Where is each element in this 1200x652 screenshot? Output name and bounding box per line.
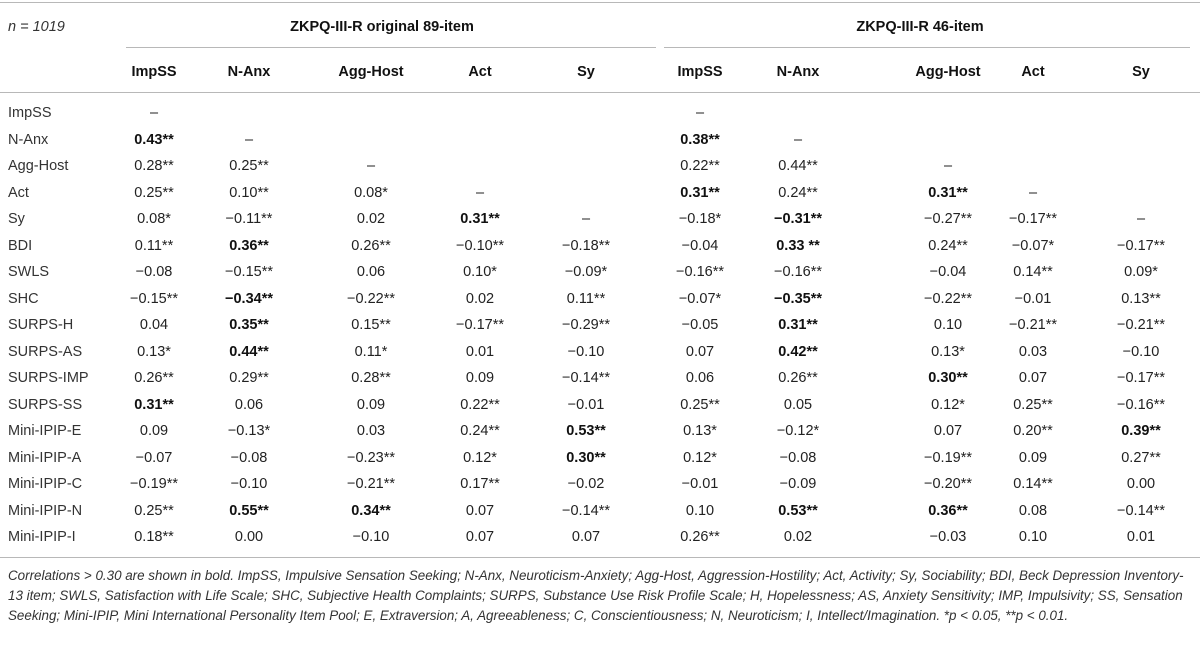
- table-cell: 0.14**: [1013, 476, 1053, 492]
- table-cell: 0.07: [685, 344, 715, 360]
- table-cell: −0.15**: [225, 264, 273, 280]
- table-cell: −0.17**: [456, 317, 504, 333]
- table-cell: –: [149, 105, 159, 121]
- table-cell: 0.09: [356, 397, 386, 413]
- table-cell: 0.10: [1018, 529, 1048, 545]
- table-cell: −0.09: [779, 476, 817, 492]
- table-cell: −0.01: [567, 397, 605, 413]
- column-header-agg-host-short: Agg-Host: [915, 64, 981, 80]
- table-cell: 0.06: [234, 397, 264, 413]
- table-cell: 0.42**: [778, 344, 818, 360]
- table-cell: −0.07: [135, 450, 173, 466]
- table-cell: 0.10**: [229, 185, 269, 201]
- table-cell: 0.25**: [134, 185, 174, 201]
- table-cell: 0.09: [1018, 450, 1048, 466]
- table-cell: 0.00: [1126, 476, 1156, 492]
- table-cell: −0.07*: [1011, 238, 1055, 254]
- table-cell: –: [1028, 185, 1038, 201]
- table-cell: 0.36**: [928, 503, 968, 519]
- table-cell: 0.08*: [137, 211, 171, 227]
- table-cell: −0.18**: [562, 238, 610, 254]
- table-cell: 0.26**: [351, 238, 391, 254]
- table-cell: 0.26**: [680, 529, 720, 545]
- table-cell: −0.14**: [562, 503, 610, 519]
- table-cell: 0.31**: [460, 211, 500, 227]
- table-cell: 0.13*: [683, 423, 717, 439]
- row-label: Mini-IPIP-N: [8, 503, 83, 519]
- table-cell: −0.19**: [130, 476, 178, 492]
- table-cell: 0.24**: [778, 185, 818, 201]
- table-cell: 0.36**: [229, 238, 269, 254]
- row-label: SURPS-SS: [8, 397, 83, 413]
- table-cell: 0.11**: [566, 291, 606, 307]
- group-header-original: ZKPQ-III-R original 89-item: [290, 19, 474, 35]
- table-cell: –: [366, 158, 376, 174]
- column-header-sy-original: Sy: [577, 64, 595, 80]
- table-cell: −0.21**: [1009, 317, 1057, 333]
- table-cell: −0.14**: [1117, 503, 1165, 519]
- table-cell: 0.18**: [134, 529, 174, 545]
- table-cell: −0.05: [681, 317, 719, 333]
- row-label: SURPS-H: [8, 317, 74, 333]
- table-cell: 0.09: [465, 370, 495, 386]
- table-cell: 0.12*: [463, 450, 497, 466]
- column-header-act-original: Act: [468, 64, 492, 80]
- table-cell: 0.07: [465, 503, 495, 519]
- table-cell: −0.12*: [776, 423, 820, 439]
- table-cell: −0.16**: [676, 264, 724, 280]
- table-cell: −0.21**: [347, 476, 395, 492]
- table-cell: 0.01: [465, 344, 495, 360]
- table-cell: 0.02: [356, 211, 386, 227]
- table-cell: 0.26**: [134, 370, 174, 386]
- table-cell: 0.09*: [1124, 264, 1158, 280]
- column-header-sy-short: Sy: [1132, 64, 1150, 80]
- table-cell: 0.25**: [229, 158, 269, 174]
- table-cell: 0.55**: [229, 503, 269, 519]
- table-cell: 0.13**: [1121, 291, 1161, 307]
- table-cell: 0.53**: [566, 423, 606, 439]
- table-cell: −0.08: [135, 264, 173, 280]
- table-cell: 0.35**: [229, 317, 269, 333]
- table-cell: −0.04: [929, 264, 967, 280]
- table-cell: 0.12*: [931, 397, 965, 413]
- table-cell: 0.25**: [134, 503, 174, 519]
- table-cell: 0.22**: [460, 397, 500, 413]
- table-cell: 0.25**: [1013, 397, 1053, 413]
- table-cell: 0.43**: [134, 132, 174, 148]
- table-cell: 0.29**: [229, 370, 269, 386]
- table-cell: −0.18*: [678, 211, 722, 227]
- table-cell: −0.10: [567, 344, 605, 360]
- table-cell: −0.02: [567, 476, 605, 492]
- table-cell: −0.10: [1122, 344, 1160, 360]
- table-cell: −0.23**: [347, 450, 395, 466]
- column-header-act-short: Act: [1021, 64, 1045, 80]
- table-cell: −0.16**: [1117, 397, 1165, 413]
- table-cell: –: [475, 185, 485, 201]
- top-rule: [0, 2, 1200, 3]
- column-header-agg-host-original: Agg-Host: [338, 64, 404, 80]
- table-cell: −0.29**: [562, 317, 610, 333]
- table-cell: 0.17**: [460, 476, 500, 492]
- table-footnote: Correlations > 0.30 are shown in bold. ImpSS, Impulsive Sensation Seeking; N-Anx, Neuroticism-Anxiety; Agg-Host, Aggression-Hostility; Act, Activity; Sy, Sociability; BDI, Beck Depression Inventory-13 item; SWLS, Satisfaction with Life Scale; SHC, Subjective Health Complaints; SURPS, Substance Use Risk Profile Scale; H, Hopelessness; AS, Anxiety Sensitivity; IMP, Impulsivity; SS, Sensation Seeking; Mini-IPIP, Mini International Personality Item Pool; E, Extraversion; A, Agreeableness; C, Conscientiousness; N, Neuroticism; I, Intellect/Imagination. *p < 0.05, **p < 0.01.: [8, 568, 1184, 623]
- table-cell: 0.10: [685, 503, 715, 519]
- table-cell: 0.20**: [1013, 423, 1053, 439]
- group-underline-original: [126, 47, 656, 48]
- table-cell: −0.22**: [347, 291, 395, 307]
- table-cell: 0.34**: [351, 503, 391, 519]
- column-header-impss-original: ImpSS: [131, 64, 177, 80]
- table-cell: 0.28**: [351, 370, 391, 386]
- table-cell: −0.19**: [924, 450, 972, 466]
- table-cell: 0.14**: [1013, 264, 1053, 280]
- table-cell: 0.08: [1018, 503, 1048, 519]
- table-cell: 0.31**: [680, 185, 720, 201]
- table-cell: −0.04: [681, 238, 719, 254]
- table-cell: 0.07: [933, 423, 963, 439]
- table-cell: 0.26**: [778, 370, 818, 386]
- column-header-n-anx-short: N-Anx: [776, 64, 820, 80]
- table-cell: 0.08*: [354, 185, 388, 201]
- table-cell: 0.25**: [680, 397, 720, 413]
- table-cell: 0.24**: [928, 238, 968, 254]
- row-label: Agg-Host: [8, 158, 69, 174]
- table-cell: 0.13*: [137, 344, 171, 360]
- table-cell: 0.39**: [1121, 423, 1161, 439]
- table-cell: 0.06: [685, 370, 715, 386]
- table-cell: 0.11*: [354, 344, 388, 360]
- bottom-rule: [0, 557, 1200, 558]
- row-label: Mini-IPIP-I: [8, 529, 76, 545]
- table-cell: 0.15**: [351, 317, 391, 333]
- group-header-short: ZKPQ-III-R 46-item: [856, 19, 984, 35]
- row-label: BDI: [8, 238, 33, 254]
- table-cell: 0.10*: [463, 264, 497, 280]
- table-cell: 0.27**: [1121, 450, 1161, 466]
- table-cell: −0.08: [779, 450, 817, 466]
- table-cell: 0.06: [356, 264, 386, 280]
- table-cell: −0.31**: [774, 211, 822, 227]
- table-cell: –: [943, 158, 953, 174]
- table-cell: –: [244, 132, 254, 148]
- table-cell: −0.15**: [130, 291, 178, 307]
- table-cell: −0.21**: [1117, 317, 1165, 333]
- table-cell: −0.17**: [1009, 211, 1057, 227]
- table-cell: 0.03: [1018, 344, 1048, 360]
- table-cell: 0.44**: [229, 344, 269, 360]
- table-cell: 0.31**: [134, 397, 174, 413]
- table-cell: –: [1136, 211, 1146, 227]
- column-header-n-anx-original: N-Anx: [227, 64, 271, 80]
- table-cell: −0.13*: [227, 423, 271, 439]
- column-header-impss-short: ImpSS: [677, 64, 723, 80]
- header-rule: [0, 92, 1200, 93]
- table-cell: 0.03: [356, 423, 386, 439]
- table-cell: −0.08: [230, 450, 268, 466]
- table-cell: −0.16**: [774, 264, 822, 280]
- table-cell: 0.30**: [566, 450, 606, 466]
- group-underline-short: [664, 47, 1190, 48]
- table-cell: −0.10: [352, 529, 390, 545]
- table-cell: 0.07: [1018, 370, 1048, 386]
- table-cell: −0.22**: [924, 291, 972, 307]
- row-label: Mini-IPIP-C: [8, 476, 83, 492]
- row-label: N-Anx: [8, 132, 49, 148]
- table-cell: 0.02: [783, 529, 813, 545]
- table-cell: 0.09: [139, 423, 169, 439]
- table-cell: −0.01: [681, 476, 719, 492]
- table-cell: −0.10: [230, 476, 268, 492]
- table-cell: 0.53**: [778, 503, 818, 519]
- table-cell: 0.11**: [134, 238, 174, 254]
- table-cell: 0.38**: [680, 132, 720, 148]
- table-cell: 0.02: [465, 291, 495, 307]
- table-cell: −0.34**: [225, 291, 273, 307]
- row-label: Act: [8, 185, 29, 201]
- row-label: Mini-IPIP-A: [8, 450, 82, 466]
- table-cell: −0.27**: [924, 211, 972, 227]
- table-cell: 0.30**: [928, 370, 968, 386]
- table-cell: 0.24**: [460, 423, 500, 439]
- row-label: SHC: [8, 291, 39, 307]
- row-label: SWLS: [8, 264, 50, 280]
- table-cell: 0.33 **: [776, 238, 820, 254]
- row-label: Sy: [8, 211, 25, 227]
- table-cell: –: [581, 211, 591, 227]
- table-cell: –: [793, 132, 803, 148]
- table-cell: −0.20**: [924, 476, 972, 492]
- row-label: Mini-IPIP-E: [8, 423, 82, 439]
- table-cell: −0.14**: [562, 370, 610, 386]
- table-cell: 0.28**: [134, 158, 174, 174]
- table-cell: −0.11**: [225, 211, 273, 227]
- table-cell: 0.05: [783, 397, 813, 413]
- row-label: SURPS-AS: [8, 344, 83, 360]
- table-cell: 0.04: [139, 317, 169, 333]
- table-cell: −0.17**: [1117, 238, 1165, 254]
- table-cell: 0.07: [571, 529, 601, 545]
- table-cell: −0.09*: [564, 264, 608, 280]
- table-cell: −0.07*: [678, 291, 722, 307]
- table-cell: 0.13*: [931, 344, 965, 360]
- table-cell: −0.17**: [1117, 370, 1165, 386]
- table-cell: 0.31**: [778, 317, 818, 333]
- table-cell: –: [695, 105, 705, 121]
- table-cell: 0.00: [234, 529, 264, 545]
- table-cell: −0.10**: [456, 238, 504, 254]
- row-label: SURPS-IMP: [8, 370, 89, 386]
- sample-size-label: n = 1019: [8, 19, 65, 35]
- table-cell: 0.07: [465, 529, 495, 545]
- table-cell: 0.31**: [928, 185, 968, 201]
- table-cell: 0.01: [1126, 529, 1156, 545]
- table-cell: −0.03: [929, 529, 967, 545]
- table-cell: −0.01: [1014, 291, 1052, 307]
- table-cell: −0.35**: [774, 291, 822, 307]
- table-cell: 0.22**: [680, 158, 720, 174]
- table-cell: 0.44**: [778, 158, 818, 174]
- table-cell: 0.12*: [683, 450, 717, 466]
- table-cell: 0.10: [933, 317, 963, 333]
- row-label: ImpSS: [8, 105, 52, 121]
